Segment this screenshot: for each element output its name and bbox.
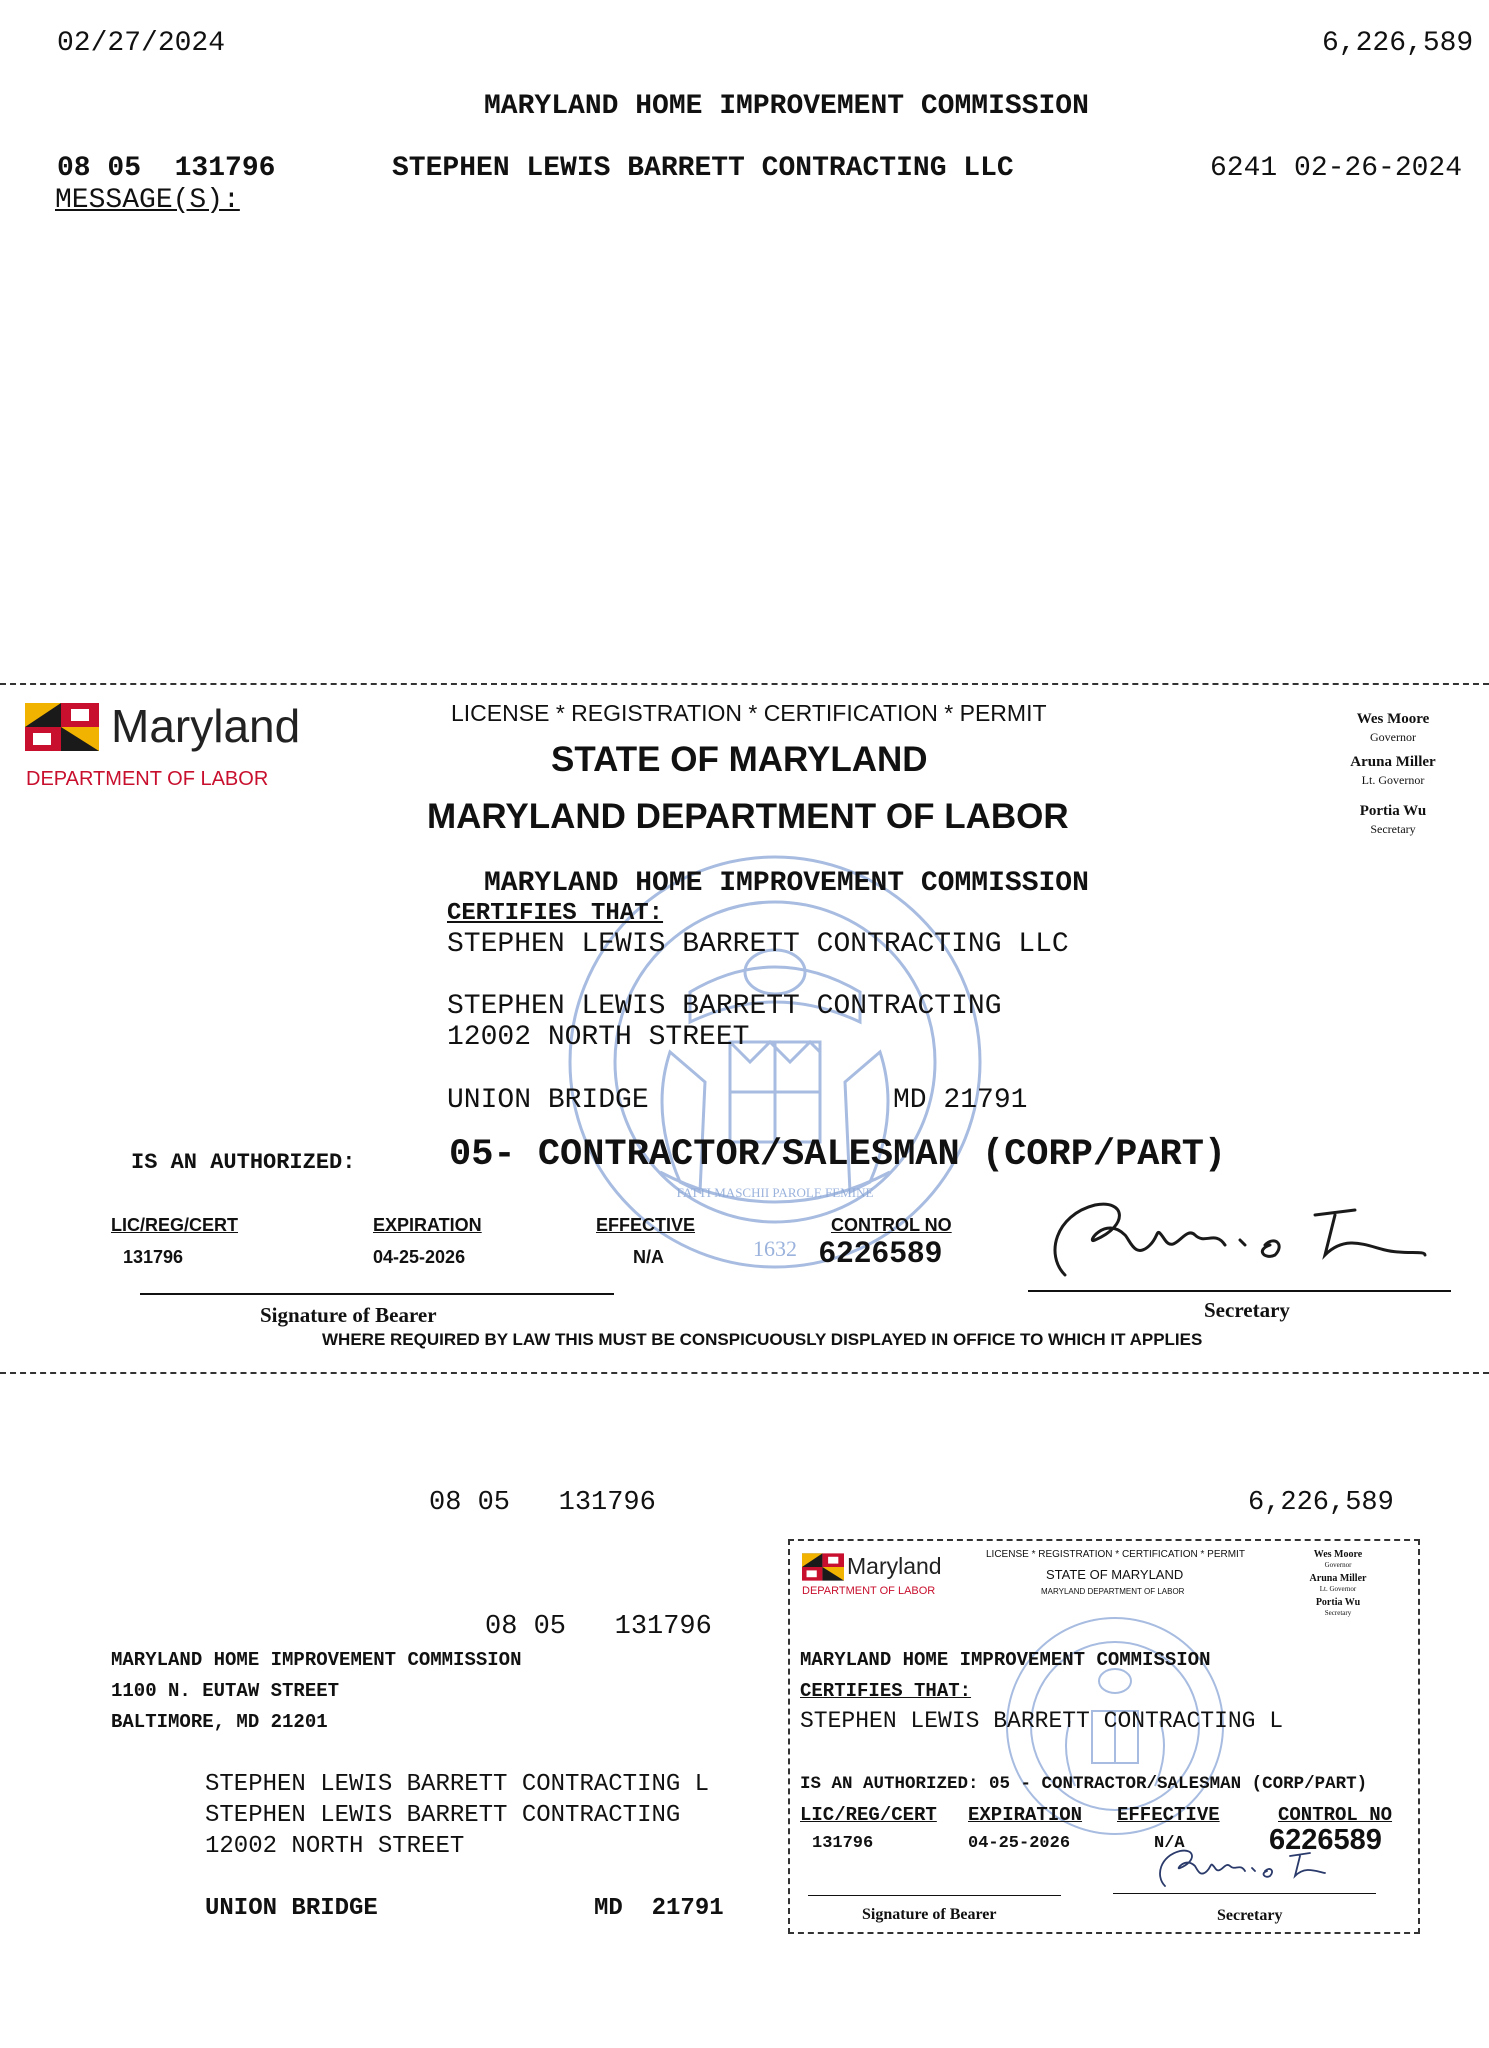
- header-code: 08 05 131796: [57, 153, 276, 184]
- pocket-authorized: IS AN AUTHORIZED: 05 - CONTRACTOR/SALESMAN (CORP/PART): [800, 1774, 1368, 1794]
- licensee-city: UNION BRIDGE: [447, 1085, 649, 1116]
- print-number: 6,226,589: [1322, 28, 1474, 59]
- maryland-labor-logo: [25, 700, 345, 798]
- pocket-expiration-value: 04-25-2026: [968, 1834, 1071, 1853]
- mailer-number: 6,226,589: [1248, 1488, 1394, 1518]
- seal-motto: FATTI MASCHII PAROLE FEMINE: [676, 1185, 874, 1200]
- signature-of-bearer-label: Signature of Bearer: [260, 1303, 437, 1327]
- state-title: STATE OF MARYLAND: [551, 740, 928, 779]
- mailer-code-top: 08 05 131796: [429, 1488, 656, 1518]
- pocket-official-governor-title: Governor: [1324, 1561, 1352, 1569]
- cut-line-bottom: [0, 1372, 1489, 1374]
- messages-label: MESSAGE(S):: [55, 185, 240, 216]
- licensee-state-zip: MD 21791: [893, 1085, 1028, 1116]
- expiration-value: 04-25-2026: [373, 1247, 466, 1267]
- official-secretary-title: Secretary: [1370, 822, 1416, 836]
- pocket-expiration-label: EXPIRATION: [968, 1804, 1083, 1826]
- pocket-official-secretary-title: Secretary: [1324, 1609, 1352, 1617]
- pocket-lic-label: LIC/REG/CERT: [800, 1804, 937, 1826]
- logo-text: Maryland: [111, 700, 301, 752]
- header-business-name: STEPHEN LEWIS BARRETT CONTRACTING LLC: [392, 153, 1014, 184]
- certifies-label: CERTIFIES THAT:: [447, 900, 664, 927]
- pocket-commission: MARYLAND HOME IMPROVEMENT COMMISSION: [800, 1649, 1211, 1671]
- header-reference: 6241 02-26-2024: [1210, 153, 1463, 184]
- mailer-code-second: 08 05 131796: [485, 1612, 712, 1642]
- licensee-name: STEPHEN LEWIS BARRETT CONTRACTING LLC: [447, 929, 1069, 960]
- pocket-department: MARYLAND DEPARTMENT OF LABOR: [1041, 1587, 1185, 1596]
- effective-value: N/A: [633, 1247, 664, 1267]
- pocket-type-line: LICENSE * REGISTRATION * CERTIFICATION * PERMIT: [986, 1549, 1245, 1560]
- recipient-state-zip: MD 21791: [594, 1895, 724, 1922]
- pocket-official-lt-governor-title: Lt. Governor: [1319, 1585, 1357, 1593]
- pocket-secretary-signature-line: [1113, 1893, 1376, 1894]
- return-address-city: BALTIMORE, MD 21201: [111, 1711, 328, 1733]
- control-value: 6226589: [819, 1236, 943, 1269]
- secretary-signature-line: [1028, 1290, 1451, 1292]
- expiration-label: EXPIRATION: [373, 1215, 482, 1235]
- pocket-official-lt-governor-name: Aruna Miller: [1309, 1573, 1367, 1584]
- display-notice: WHERE REQUIRED BY LAW THIS MUST BE CONSPICUOUSLY DISPLAYED IN OFFICE TO WHICH IT APPLIES: [322, 1330, 1203, 1349]
- pocket-maryland-flag-icon: [802, 1553, 844, 1581]
- secretary-signature: [1035, 1185, 1435, 1285]
- official-lt-governor-name: Aruna Miller: [1350, 754, 1436, 770]
- header-commission-title: MARYLAND HOME IMPROVEMENT COMMISSION: [484, 91, 1089, 122]
- recipient-line2: STEPHEN LEWIS BARRETT CONTRACTING: [205, 1802, 681, 1829]
- lic-value: 131796: [123, 1247, 184, 1267]
- pocket-card: [788, 1539, 1420, 1934]
- pocket-signature-of-bearer-label: Signature of Bearer: [862, 1906, 997, 1923]
- authorized-label: IS AN AUTHORIZED:: [131, 1150, 356, 1175]
- pocket-lic-value: 131796: [812, 1834, 874, 1853]
- pocket-official-governor-name: Wes Moore: [1313, 1549, 1363, 1560]
- official-secretary-name: Portia Wu: [1359, 803, 1427, 819]
- licensee-street: 12002 NORTH STREET: [447, 1022, 750, 1053]
- pocket-secretary-signature: [1150, 1841, 1340, 1891]
- logo-subtitle: DEPARTMENT OF LABOR: [26, 768, 269, 790]
- return-address-name: MARYLAND HOME IMPROVEMENT COMMISSION: [111, 1649, 522, 1671]
- licensee-trade-name: STEPHEN LEWIS BARRETT CONTRACTING: [447, 991, 1002, 1022]
- license-type-line: LICENSE * REGISTRATION * CERTIFICATION * PERMIT: [451, 700, 1047, 726]
- pocket-effective-value: N/A: [1154, 1834, 1185, 1853]
- department-title: MARYLAND DEPARTMENT OF LABOR: [427, 797, 1069, 836]
- recipient-city: UNION BRIDGE: [205, 1895, 378, 1922]
- pocket-logo-subtitle: DEPARTMENT OF LABOR: [802, 1585, 936, 1597]
- return-address-street: 1100 N. EUTAW STREET: [111, 1680, 340, 1702]
- recipient-line1: STEPHEN LEWIS BARRETT CONTRACTING L: [205, 1771, 710, 1798]
- license-commission: MARYLAND HOME IMPROVEMENT COMMISSION: [484, 868, 1089, 899]
- pocket-effective-label: EFFECTIVE: [1117, 1804, 1220, 1826]
- cut-line-top: [0, 683, 1489, 685]
- control-label: CONTROL NO: [831, 1215, 952, 1235]
- bearer-signature-line: [140, 1293, 614, 1295]
- pocket-licensee-name: STEPHEN LEWIS BARRETT CONTRACTING L: [800, 1708, 1284, 1734]
- pocket-logo-text: Maryland: [847, 1553, 942, 1579]
- pocket-state: STATE OF MARYLAND: [1046, 1567, 1184, 1582]
- pocket-control-label: CONTROL NO: [1278, 1804, 1393, 1826]
- pocket-secretary-label: Secretary: [1217, 1907, 1283, 1924]
- pocket-certifies-label: CERTIFIES THAT:: [800, 1680, 972, 1702]
- effective-label: EFFECTIVE: [596, 1215, 696, 1235]
- pocket-bearer-signature-line: [808, 1895, 1061, 1896]
- pocket-control-value: 6226589: [1269, 1824, 1382, 1856]
- recipient-street: 12002 NORTH STREET: [205, 1833, 465, 1860]
- authorized-value: 05- CONTRACTOR/SALESMAN (CORP/PART): [449, 1134, 1227, 1176]
- seal-year: 1632: [753, 1236, 797, 1261]
- official-governor-title: Governor: [1370, 730, 1416, 744]
- print-date: 02/27/2024: [57, 28, 226, 59]
- official-lt-governor-title: Lt. Governor: [1361, 773, 1425, 787]
- pocket-official-secretary-name: Portia Wu: [1315, 1597, 1361, 1608]
- official-governor-name: Wes Moore: [1356, 711, 1430, 727]
- secretary-label: Secretary: [1204, 1298, 1290, 1322]
- lic-label: LIC/REG/CERT: [111, 1215, 239, 1235]
